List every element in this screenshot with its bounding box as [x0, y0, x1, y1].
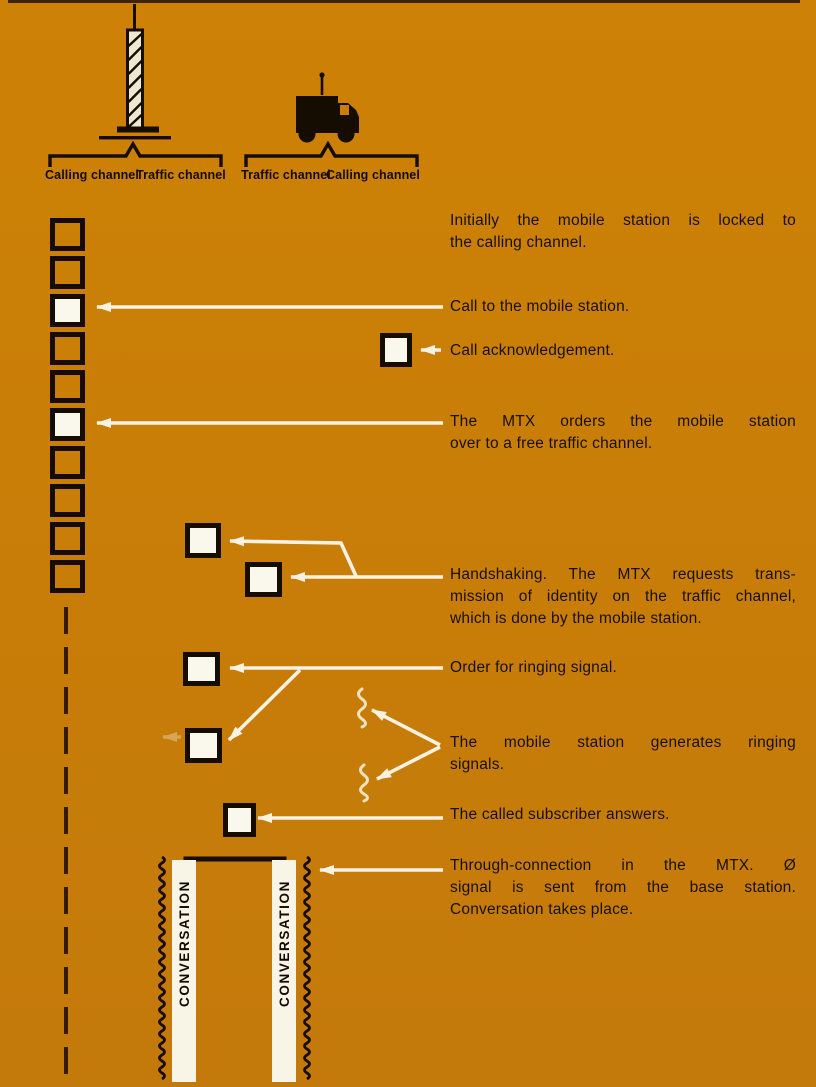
- call-ack-square: [380, 333, 412, 367]
- wavy-line-right: [305, 857, 310, 1079]
- handshake-square-1: [185, 523, 221, 558]
- annotation-mtx-order: The MTX orders the mobile station over to a free traffic channel.: [450, 413, 796, 452]
- ringing-square: [185, 728, 222, 763]
- channel-bracket-base: [50, 144, 221, 167]
- calling-channel-cell: [50, 256, 85, 289]
- calling-channel-cell: [50, 484, 85, 517]
- annotation-ringing-signals: The mobile station generates ringing signals.: [450, 734, 796, 773]
- annotation-through-connection: Through-connection in the MTX. Ø signal is sent from the base station. Conversation takes place.: [450, 857, 796, 918]
- conversation-bar-left: [172, 860, 196, 1082]
- wavy-line-left: [160, 857, 165, 1079]
- conversation-label: CONVERSATION: [176, 879, 192, 1007]
- arrow-ringing-up: [372, 710, 440, 745]
- ringing-squiggle-icon: [359, 689, 366, 727]
- radio-tower-icon: [99, 4, 171, 139]
- annotation-initial-lock: Initially the mobile station is locked to the calling channel.: [450, 212, 796, 251]
- arrow-ring-order-branch: [229, 670, 300, 740]
- ringing-squiggle-icon: [361, 765, 368, 801]
- handshake-square-2: [245, 562, 282, 597]
- answer-square: [223, 803, 256, 837]
- label-base-traffic-channel: Traffic channel: [136, 168, 226, 182]
- conversation-bar-right: [272, 860, 296, 1082]
- annotation-call-to-mobile: Call to the mobile station.: [450, 298, 630, 315]
- calling-channel-cell: [50, 522, 85, 555]
- calling-channel-cell: [50, 446, 85, 479]
- annotation-call-ack: Call acknowledgement.: [450, 342, 615, 359]
- channel-bracket-mobile: [246, 144, 417, 167]
- calling-channel-cell: [50, 370, 85, 403]
- radio-truck-icon: [296, 72, 359, 142]
- label-mobile-traffic-channel: Traffic channel: [241, 168, 331, 182]
- conversation-bracket: [186, 859, 284, 878]
- calling-channel-cell: [50, 218, 85, 251]
- annotation-handshaking: Handshaking. The MTX requests trans- mission of identity on the traffic channel, which is done by the mobile station.: [450, 566, 796, 627]
- arrow-ringing-down: [377, 747, 440, 779]
- calling-channel-cell: [50, 408, 85, 441]
- label-mobile-calling-channel: Calling channel: [326, 168, 420, 182]
- annotation-ring-order: Order for ringing signal.: [450, 659, 617, 676]
- ring-order-square: [183, 652, 220, 686]
- calling-channel-cell: [50, 294, 85, 327]
- conversation-label: CONVERSATION: [276, 879, 292, 1007]
- label-base-calling-channel: Calling channel: [45, 168, 139, 182]
- calling-channel-cell: [50, 332, 85, 365]
- calling-channel-cell: [50, 560, 85, 593]
- annotation-subscriber-answers: The called subscriber answers.: [450, 806, 670, 823]
